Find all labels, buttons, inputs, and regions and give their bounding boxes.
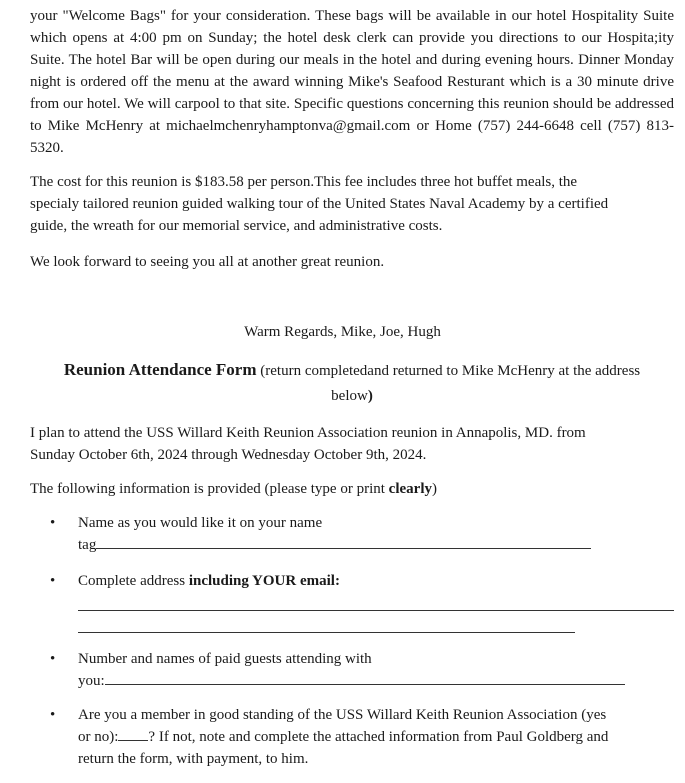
bullet-glyph: • xyxy=(50,573,56,589)
member-line-3: return the form, with payment, to him. xyxy=(78,751,309,767)
intro-paragraph: your "Welcome Bags" for your consideration. These bags will be available in our hotel Hospitality Suite which opens at 4:00 pm on Sunday; the hotel desk clerk can provide you directions to our Hospita;ity Suite. The hotel Bar will be open during our meals in the hotel and during evening hours. Dinner Monday night is ordered off the menu at the award winning Mike's Seafood Resturant which is a 30 minute drive from our hotel. We will carpool to that site. Specific questions concerning this reunion should be addressed to Mike McHenry at michaelmchenryhamptonva@gmail.com or Home (757) 244-6648 cell (757) 813-5320. xyxy=(30,8,674,156)
bullet-glyph: • xyxy=(50,515,56,531)
form-title-note-cont: below xyxy=(331,388,368,404)
membership-answer-field[interactable] xyxy=(118,726,148,741)
form-title-note: (return completedand returned to Mike McHenry at the address xyxy=(260,363,641,379)
regards-signoff: Warm Regards, Mike, Joe, Hugh xyxy=(244,324,441,340)
attendance-statement xyxy=(30,422,674,466)
closing-paragraph: We look forward to seeing you all at another great reunion. xyxy=(30,254,385,270)
cost-line-3: guide, the wreath for our memorial service, and administrative costs. xyxy=(30,218,443,234)
address-field-line-2[interactable] xyxy=(78,631,575,633)
info-suffix: ) xyxy=(431,481,437,497)
guests-label-line-1: Number and names of paid guests attending with xyxy=(78,651,372,667)
form-title-note-close: ) xyxy=(367,388,373,404)
name-label-line-1: Name as you would like it on your name xyxy=(78,515,323,531)
form-item-body xyxy=(78,648,674,692)
form-title: Reunion Attendance Form xyxy=(63,360,257,379)
form-item-body xyxy=(78,512,674,556)
member-line-2-prefix: or no): xyxy=(78,729,119,745)
cost-line-1: The cost for this reunion is $183.58 per person.This fee includes three hot buffet meals, the xyxy=(30,174,578,190)
member-line-1: Are you a member in good standing of the USS Willard Keith Reunion Association (yes xyxy=(78,707,607,723)
address-label-prefix: Complete address xyxy=(78,573,189,589)
form-item-body xyxy=(78,704,674,770)
plan-line-1: I plan to attend the USS Willard Keith Reunion Association reunion in Annapolis, MD. from xyxy=(30,425,586,441)
guests-field[interactable] xyxy=(105,670,625,685)
bullet-glyph: • xyxy=(50,651,56,667)
info-prefix: The following information is provided (please type or print xyxy=(30,481,389,497)
cost-line-2: specialy tailored reunion guided walking tour of the United States Naval Academy by a certified xyxy=(30,196,609,212)
cost-paragraph xyxy=(30,171,674,237)
member-line-2-suffix: ? If not, note and complete the attached information from Paul Goldberg and xyxy=(148,729,609,745)
name-tag-field[interactable] xyxy=(96,534,591,549)
address-label-emphasis: including YOUR email: xyxy=(188,573,340,589)
address-field-line-1[interactable] xyxy=(78,609,674,611)
guests-label-line-2: you: xyxy=(78,673,105,689)
info-emphasis: clearly xyxy=(388,481,432,497)
bullet-glyph: • xyxy=(50,707,56,723)
info-instruction xyxy=(30,478,674,500)
name-label-line-2: tag xyxy=(78,537,97,553)
form-heading xyxy=(30,357,674,409)
plan-line-2: Sunday October 6th, 2024 through Wednesday October 9th, 2024. xyxy=(30,447,427,463)
form-item-body xyxy=(78,570,674,592)
